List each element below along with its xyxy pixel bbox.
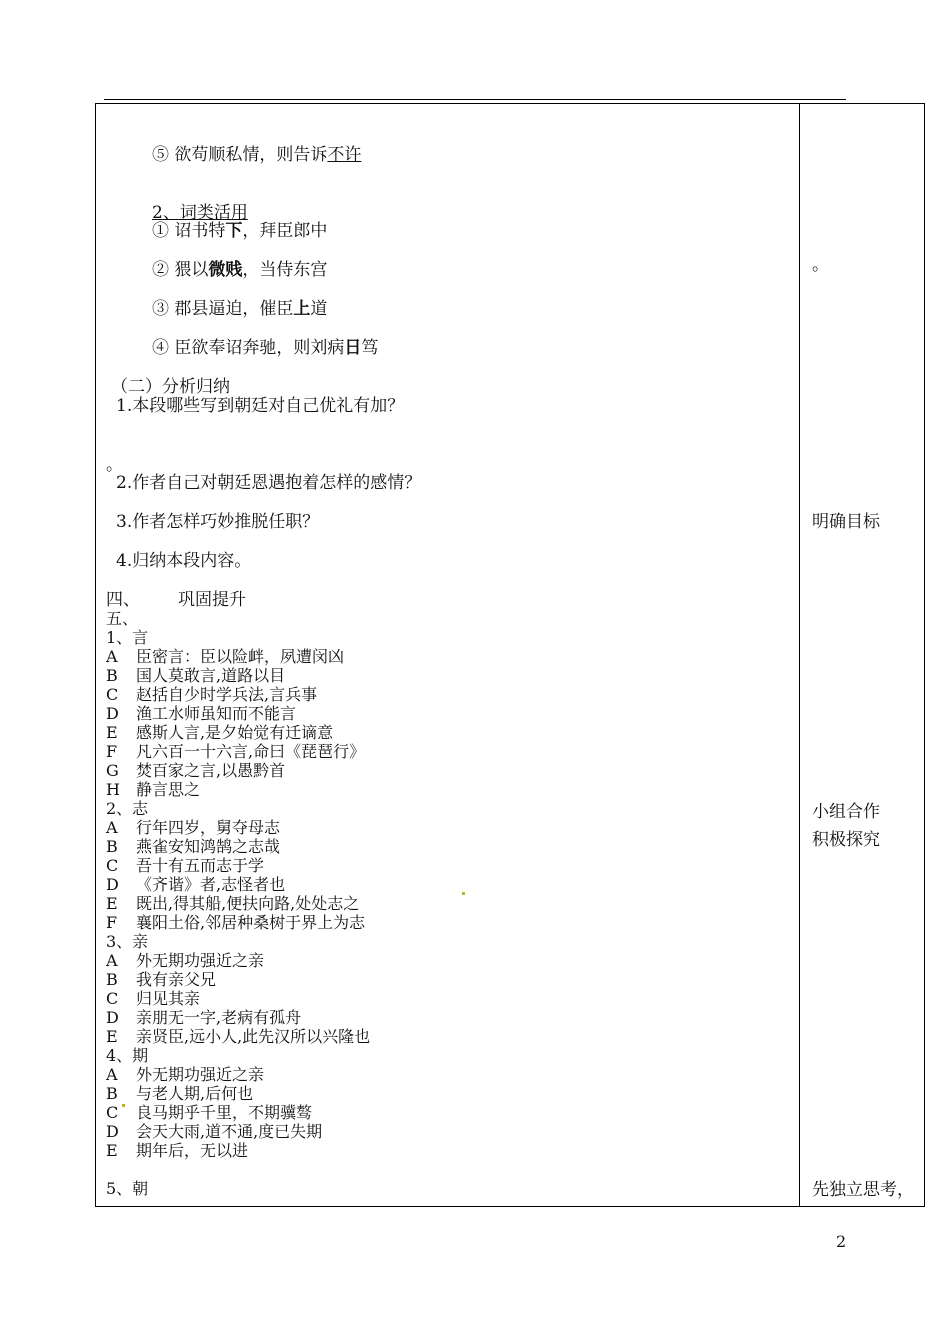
side-think: 先独立思考， [812, 1180, 914, 1200]
list-item: B 国人莫敢言,道路以目 [106, 666, 286, 685]
list-item: B 与老人期,后何也 [106, 1084, 254, 1103]
group-title: 1、言 [106, 628, 149, 647]
group-title: 5、朝 [106, 1179, 149, 1198]
item-5: ⑤ 欲苟顺私情，则告诉不许 [152, 145, 362, 165]
header-rule [104, 99, 846, 100]
section-4-heading: 四、 巩固提升 [106, 590, 246, 610]
list-item: E 期年后，无以进 [106, 1141, 249, 1160]
list-item: A 外无期功强近之亲 [106, 1065, 265, 1084]
list-item: C 赵括自少时学兵法,言兵事 [106, 685, 318, 704]
section-heading-ci-lei: 2、词类活用 [152, 203, 248, 223]
page-number: 2 [836, 1232, 847, 1251]
list-item: D 会天大雨,道不通,度已失期 [106, 1122, 323, 1141]
group-title: 3、亲 [106, 932, 149, 951]
question-1: 1.本段哪些写到朝廷对自己优礼有加？ [116, 396, 405, 416]
stray-dot [122, 1104, 125, 1107]
group-title: 4、期 [106, 1046, 149, 1065]
list-item: B 我有亲父兄 [106, 970, 217, 989]
side-mark: 。 [812, 255, 829, 275]
list-item: E 感斯人言,是夕始觉有迁谪意 [106, 723, 334, 742]
list-item: B 燕雀安知鸿鹄之志哉 [106, 837, 281, 856]
side-goal: 明确目标 [812, 512, 880, 532]
list-item: A 外无期功强近之亲 [106, 951, 265, 970]
ci-lei-item-2: ② 猥以微贱，当侍东宫 [152, 260, 328, 280]
analysis-heading: （二）分析归纳 [111, 377, 230, 397]
list-item: F 襄阳土俗,邻居种桑树于界上为志 [106, 913, 366, 932]
section-5-heading: 五、 [106, 609, 139, 628]
question-4: 4.归纳本段内容。 [116, 551, 252, 571]
group-title: 2、志 [106, 799, 149, 818]
stray-mark: 。 [106, 455, 123, 475]
list-item: E 亲贤臣,远小人,此先汉所以兴隆也 [106, 1027, 371, 1046]
list-item: A 臣密言：臣以险衅，夙遭闵凶 [106, 647, 345, 666]
ci-lei-item-4: ④ 臣欲奉诏奔驰，则刘病日笃 [152, 338, 379, 358]
stray-dot [462, 892, 465, 895]
side-coop-1: 小组合作 [812, 802, 880, 822]
question-2: 2.作者自己对朝廷恩遇抱着怎样的感情？ [116, 473, 422, 493]
column-divider [799, 103, 800, 1207]
question-3: 3.作者怎样巧妙推脱任职？ [116, 512, 320, 532]
list-item: A 行年四岁，舅夺母志 [106, 818, 281, 837]
list-item: C 归见其亲 [106, 989, 201, 1008]
list-item: G 焚百家之言,以愚黔首 [106, 761, 286, 780]
side-coop-2: 积极探究 [812, 830, 880, 850]
list-item: E 既出,得其船,便扶向路,处处志之 [106, 894, 360, 913]
list-item: D 亲朋无一字,老病有孤舟 [106, 1008, 302, 1027]
ci-lei-item-1: ① 诏书特下，拜臣郎中 [152, 221, 328, 241]
list-item: D 《齐谐》者,志怪者也 [106, 875, 286, 894]
list-item: H 静言思之 [106, 780, 201, 799]
list-item: C 良马期乎千里，不期骥骜 [106, 1103, 313, 1122]
ci-lei-item-3: ③ 郡县逼迫，催臣上道 [152, 299, 328, 319]
list-item: D 渔工水师虽知而不能言 [106, 704, 297, 723]
list-item: C 吾十有五而志于学 [106, 856, 265, 875]
list-item: F 凡六百一十六言,命曰《琵琶行》 [106, 742, 366, 761]
